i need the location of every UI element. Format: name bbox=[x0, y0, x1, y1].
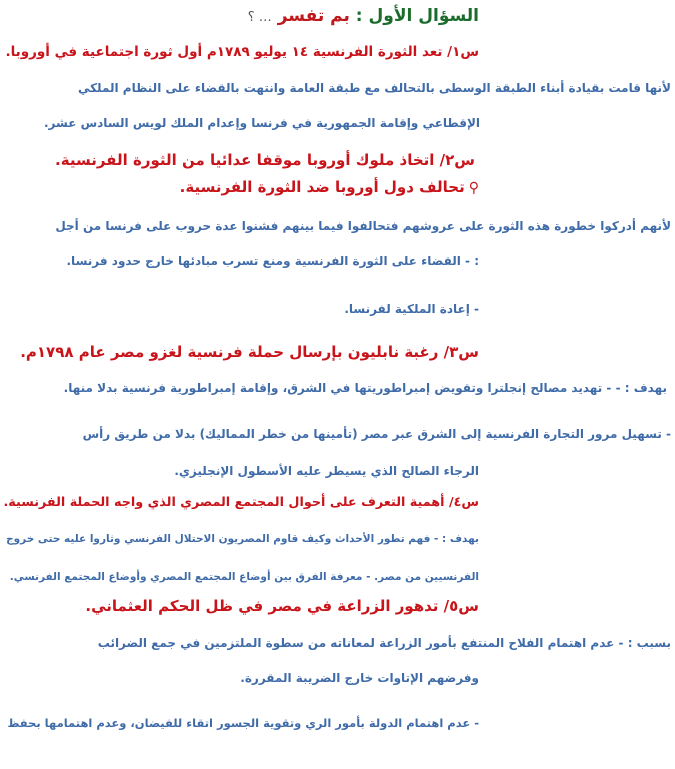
question-5: س٥/ تدهور الزراعة في مصر في ظل الحكم العثماني. bbox=[85, 597, 479, 615]
answer-2-line-2: : - القضاء على الثورة الفرنسية ومنع تسرب مبادئها خارج حدود فرنسا. bbox=[66, 254, 479, 268]
question-2-sub-text: تحالف دول أوروبا ضد الثورة الفرنسية. bbox=[179, 178, 465, 196]
question-3: س٣/ رغبة نابليون بإرسال حملة فرنسية لغزو مصر عام ١٧٩٨م. bbox=[20, 343, 479, 361]
answer-4-line-1: بهدف : - فهم تطور الأحداث وكيف قاوم المصريون الاحتلال الفرنسي وثاروا عليه حتى خروج bbox=[6, 533, 479, 545]
answer-3-line-2: - تسهيل مرور التجارة الفرنسية إلى الشرق عبر مصر (تأمينها من خطر المماليك) بدلا من طريق رأس bbox=[82, 427, 671, 441]
question-2: س٢/ اتخاذ ملوك أوروبا موقفا عدائيا من الثورة الفرنسية. bbox=[55, 151, 475, 169]
answer-4-line-2: الفرنسيين من مصر. - معرفة الفرق بين أوضاع المجتمع المصري وأوضاع المجتمع الفرنسي. bbox=[9, 571, 479, 583]
question-4: س٤/ أهمية التعرف على أحوال المجتمع المصري الذي واجه الحملة الفرنسية. bbox=[3, 495, 479, 510]
answer-3-line-3: الرجاء الصالح الذي يسيطر عليه الأسطول الإنجليزي. bbox=[174, 464, 479, 478]
answer-3-line-1: بهدف : - - تهديد مصالح إنجلترا وتقويض إمبراطوريتها في الشرق، وإقامة إمبراطورية فرنسية بدلا منها. bbox=[63, 381, 667, 395]
answer-5-line-1: بسبب : - عدم اهتمام الفلاح المنتفع بأمور الزراعة لمعاناته من سطوة الملتزمين في جمع الضرائب bbox=[97, 636, 671, 650]
question-2-sub bbox=[180, 178, 479, 198]
answer-1-line-1: لأنها قامت بقيادة أبناء الطبقة الوسطى بالتحالف مع طبقة العامة وانتهت بالقضاء على النظام الملكي bbox=[77, 81, 671, 95]
question-1: س١/ تعد الثورة الفرنسية ١٤ يوليو ١٧٨٩م أول ثورة اجتماعية في أوروبا. bbox=[5, 44, 479, 60]
heading-subtitle: بم تفسر bbox=[277, 6, 350, 26]
answer-5-line-3: - عدم اهتمام الدولة بأمور الري وتقوية الجسور اتقاء للفيضان، وعدم اهتمامها بحفظ bbox=[7, 716, 479, 730]
heading-ellipsis: … ؟ bbox=[247, 10, 272, 25]
section-heading bbox=[248, 6, 479, 27]
answer-5-line-2: وفرضهم الإتاوات خارج الضريبة المقررة. bbox=[240, 671, 479, 685]
pin-icon: ⚲ bbox=[468, 180, 479, 196]
answer-1-line-2: الإقطاعي وإقامة الجمهورية في فرنسا وإعدام الملك لويس السادس عشر. bbox=[43, 116, 480, 130]
answer-2-line-1: لأنهم أدركوا خطورة هذه الثورة على عروشهم فتحالفوا فيما بينهم فشنوا عدة حروب على فرنسا من أجل bbox=[55, 219, 671, 233]
heading-separator: : bbox=[355, 6, 363, 26]
answer-2-line-3: - إعادة الملكية لفرنسا. bbox=[344, 302, 479, 316]
heading-title: السؤال الأول bbox=[368, 6, 479, 26]
